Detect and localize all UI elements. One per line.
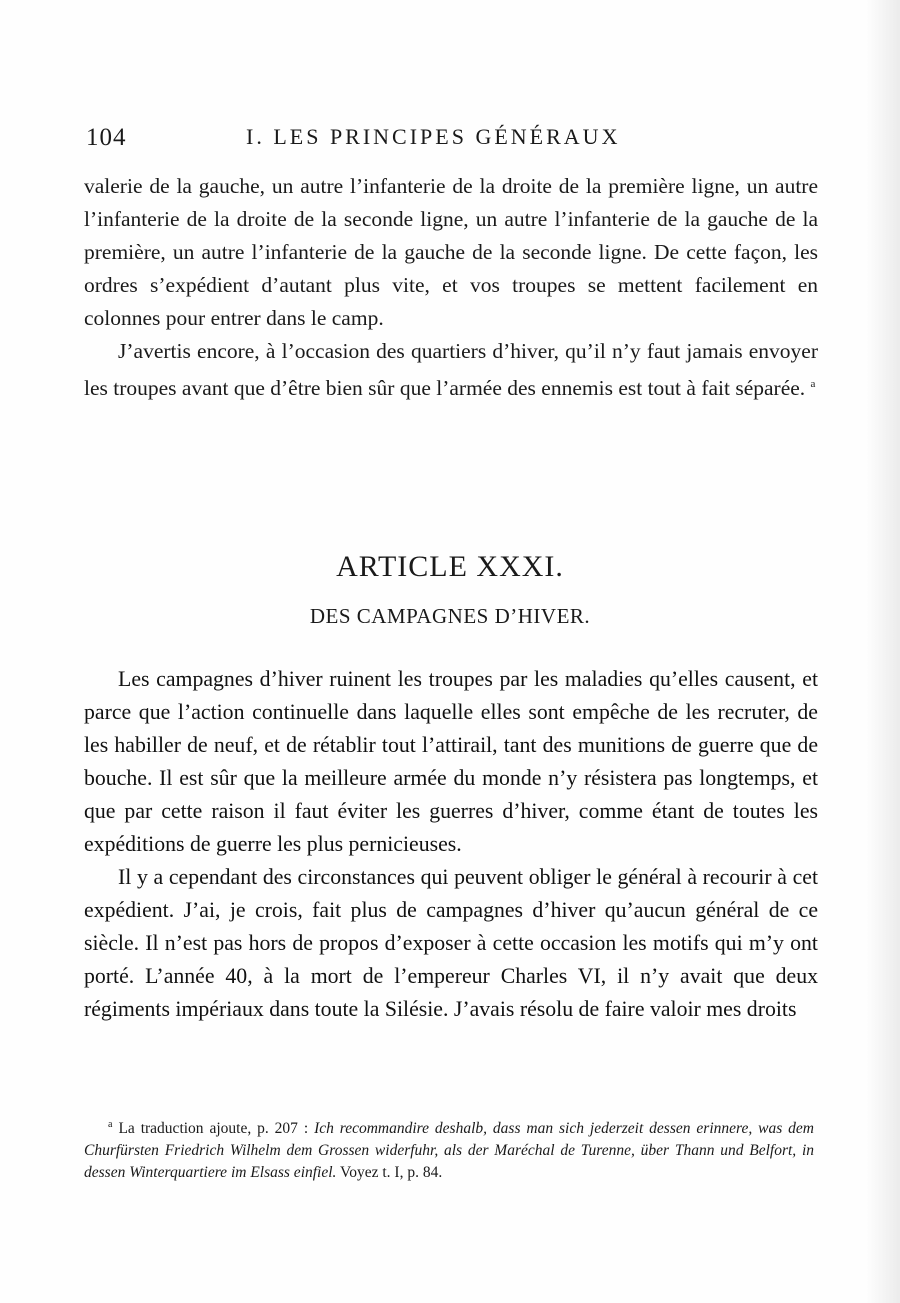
footnote-mark: a — [108, 1119, 113, 1130]
running-title: I. LES PRINCIPES GÉNÉRAUX — [246, 124, 621, 149]
footnote-reference: Voyez t. I, p. 84. — [340, 1164, 443, 1181]
footnote — [84, 1114, 814, 1184]
paragraph-text: J’avertis encore, à l’occasion des quartiers d’hiver, qu’il n’y faut jamais envoyer les troupes avant que d’être bien sûr que l’armée des ennemis est tout à fait séparée. — [84, 339, 818, 400]
footnote-german-quote: Ich recommandire deshalb, dass man sich jederzeit dessen erinnere, was dem Churfürsten Friedrich Wilhelm dem Grossen widerfuhr, als der Maréchal de Turenne, über Thann und Belfort, in dessen Winterquartiere im Elsass einfiel. — [84, 1120, 814, 1181]
paragraph: valerie de la gauche, un autre l’infanterie de la droite de la première ligne, un autre l’infanterie de la droite de la seconde ligne, un autre l’infanterie de la gauche de la première, un autre l’infanterie de la gauche de la seconde ligne. De cette façon, les ordres s’expédient d’autant plus vite, et vos troupes se mettent facilement en colonnes pour entrer dans le camp. — [84, 174, 818, 330]
continued-text-block — [84, 170, 818, 405]
page-header — [86, 118, 816, 158]
article-subtitle: DES CAMPAGNES D’HIVER. — [309, 604, 591, 628]
page-number: 104 — [86, 124, 127, 151]
article-title: ARTICLE XXXI. — [336, 550, 564, 583]
paragraph — [84, 335, 818, 405]
footnote-marker: a — [810, 378, 816, 390]
article-text-block — [84, 663, 818, 1026]
scan-edge-shadow — [866, 0, 900, 1303]
footnote-intro: La traduction ajoute, p. 207 : — [118, 1120, 309, 1137]
paragraph: Les campagnes d’hiver ruinent les troupes par les maladies qu’elles causent, et parce que l’action continuelle dans laquelle elles sont empêche de les recruter, de les habiller de neuf, et de rétablir tout l’attirail, tant des munitions de guerre que de bouche. Il est sûr que la meilleure armée du monde n’y résistera pas longtemps, et que par cette raison il faut éviter les guerres d’hiver, comme étant de toutes les expéditions de guerre les plus pernicieuses. — [84, 667, 818, 856]
paragraph: Il y a cependant des circonstances qui peuvent obliger le général à recourir à cet expédient. J’ai, je crois, fait plus de campagnes d’hiver qu’aucun général de ce siècle. Il n’est pas hors de propos d’exposer à cette occasion les motifs qui m’y ont porté. L’année 40, à la mort de l’empereur Charles VI, il n’y avait que deux régiments impériaux dans toute la Silésie. J’avais résolu de faire valoir mes droits — [84, 865, 818, 1021]
